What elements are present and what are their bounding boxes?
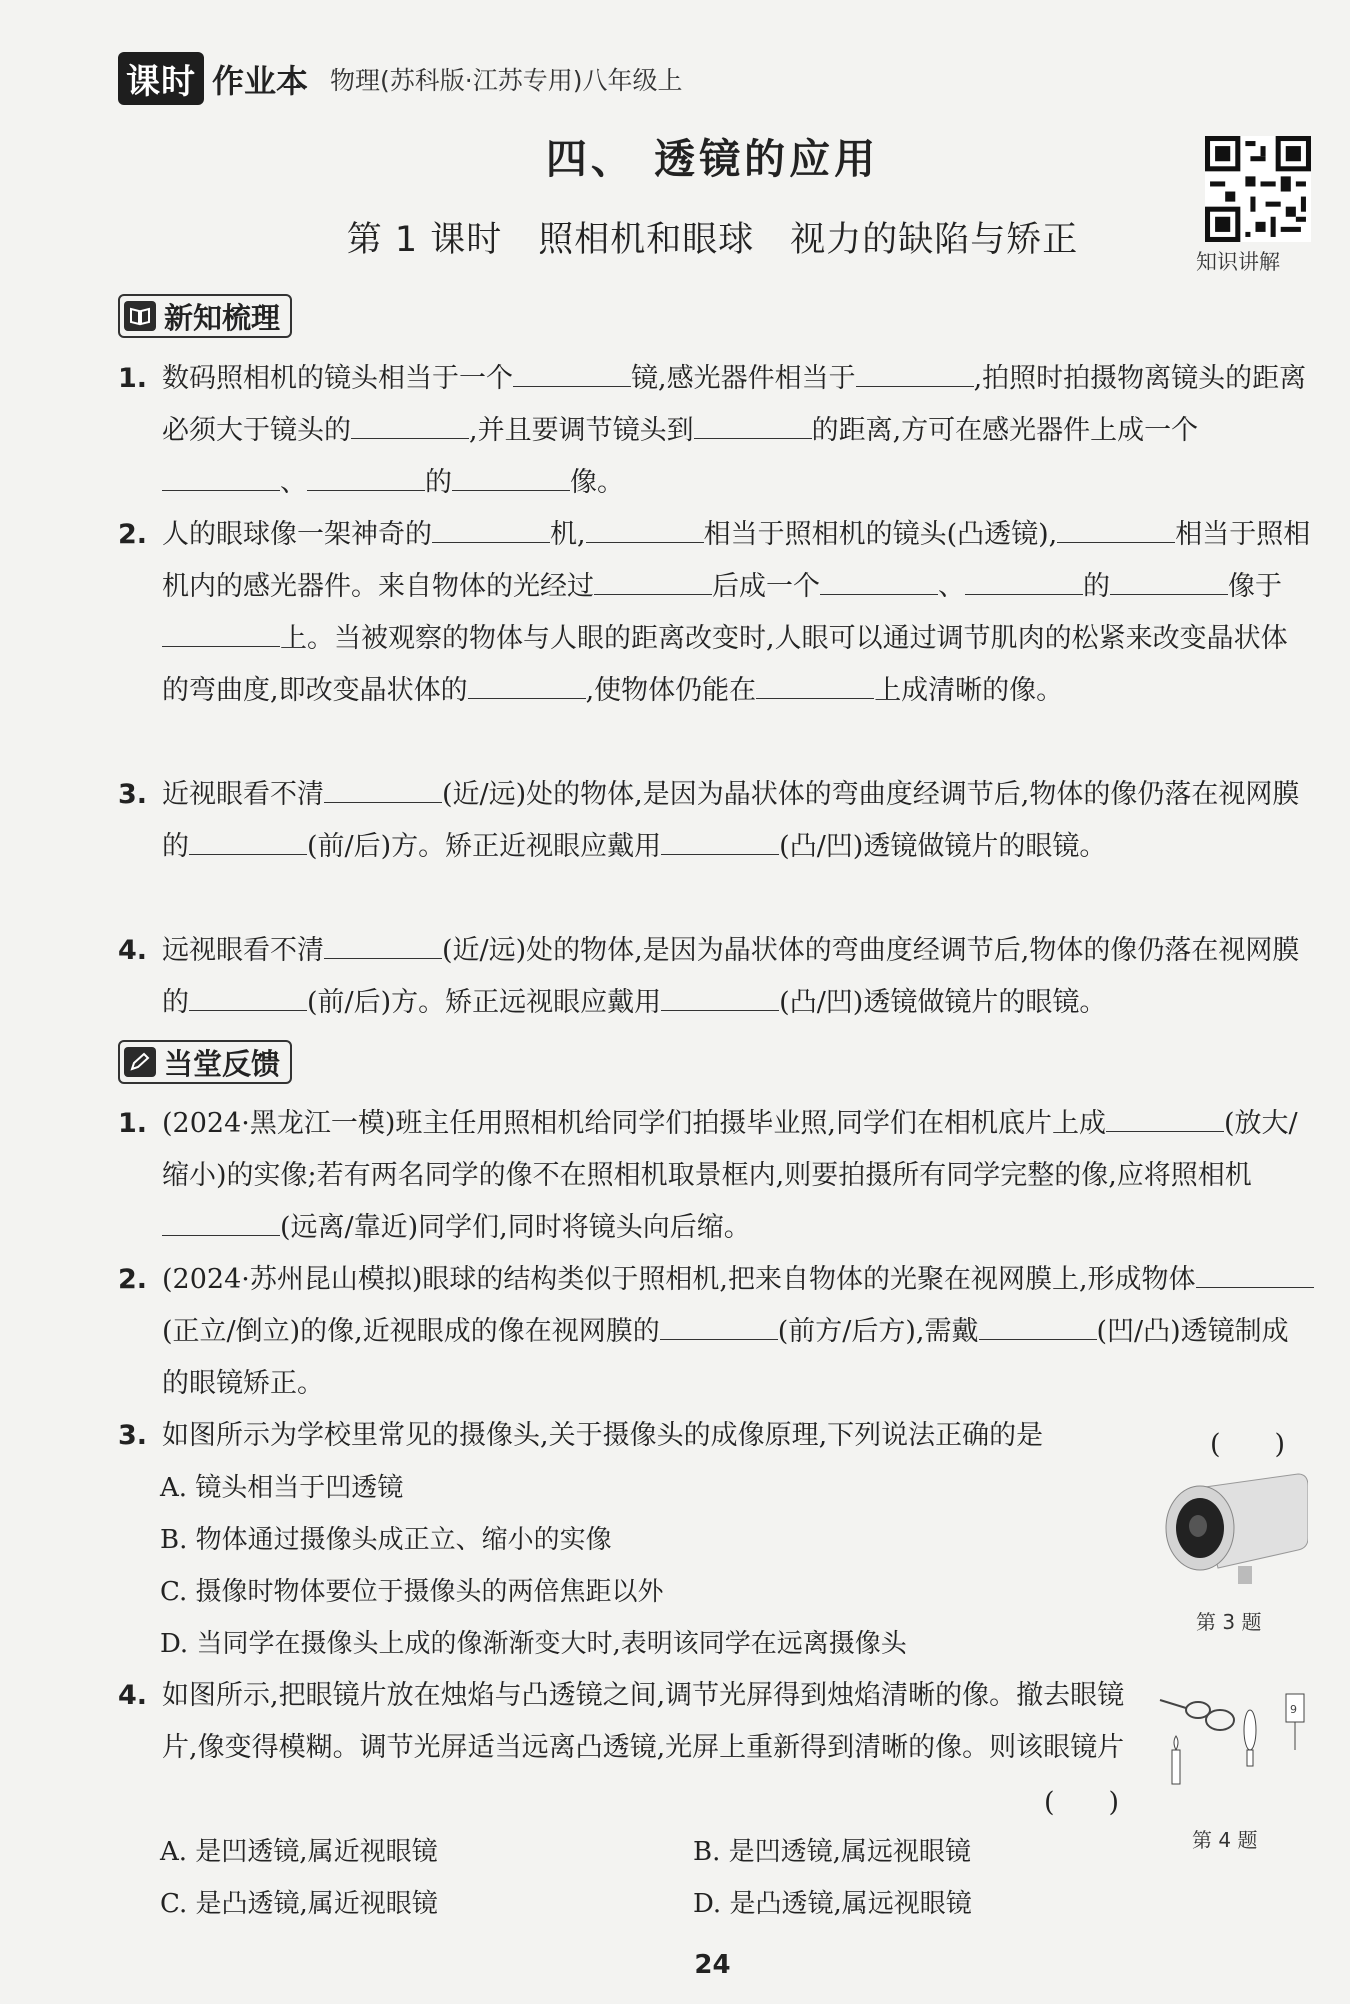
question-number: 4.	[118, 935, 148, 966]
brand-header	[118, 52, 682, 105]
question-text: (近/远)处的物体,是因为晶状体的弯曲度经调节后,物体的像仍落在视网膜的	[162, 935, 1300, 1018]
answer-blank[interactable]	[661, 988, 779, 1011]
question-stem: 如图所示,把眼镜片放在烛焰与凸透镜之间,调节光屏得到烛焰清晰的像。撤去眼镜片,像变得模糊。调节光屏适当远离凸透镜,光屏上重新得到清晰的像。则该眼镜片	[162, 1680, 1125, 1763]
question-number: 1.	[118, 1108, 148, 1139]
question-text: (2024·苏州昆山模拟)眼球的结构类似于照相机,把来自物体的光聚在视网膜上,形成物体	[162, 1264, 1196, 1295]
question-number: 1.	[118, 363, 148, 394]
section2-label: 当堂反馈	[164, 1046, 281, 1081]
question-stem: 如图所示为学校里常见的摄像头,关于摄像头的成像原理,下列说法正确的是	[162, 1420, 1044, 1451]
answer-blank[interactable]	[820, 572, 938, 595]
question-text: 后成一个	[712, 571, 820, 602]
subject-label: 物理(苏科版·江苏专用)八年级上	[330, 65, 683, 95]
question-text: 近视眼看不清	[162, 779, 324, 810]
section-label-new-knowledge	[118, 294, 292, 338]
qr-code-icon[interactable]	[1205, 136, 1311, 242]
question-text: ,拍照时拍摄物离镜头的距离必须大于镜头的	[162, 363, 1307, 446]
qr-caption: 知识讲解	[1196, 250, 1280, 274]
question-text: (前/后)方。矫正远视眼应戴用	[307, 987, 662, 1018]
question-text: (凸/凹)透镜做镜片的眼镜。	[779, 987, 1107, 1018]
answer-blank[interactable]	[468, 676, 586, 699]
question-text: 的距离,方可在感光器件上成一个	[811, 415, 1199, 446]
lesson-title: 四、 透镜的应用	[545, 135, 880, 183]
question-text: 远视眼看不清	[162, 935, 324, 966]
answer-blank[interactable]	[1057, 520, 1175, 543]
s1-question-4	[118, 925, 1314, 1029]
answer-blank[interactable]	[660, 1317, 778, 1340]
s2-question-4	[118, 1670, 1148, 1774]
answer-paren[interactable]: ( )	[1210, 1429, 1286, 1460]
answer-blank[interactable]	[452, 468, 570, 491]
question-text: 的	[425, 467, 452, 498]
answer-blank[interactable]	[979, 1317, 1097, 1340]
page-number: 24	[694, 1950, 731, 1980]
question-text: 上。当被观察的物体与人眼的距离改变时,人眼可以通过调节肌肉的松紧来改变晶状体的弯曲度,即改变晶状体的	[162, 623, 1288, 706]
s2-question-3	[118, 1410, 1198, 1462]
svg-text:9: 9	[1290, 1703, 1297, 1716]
answer-paren[interactable]: ( )	[1044, 1787, 1120, 1818]
lens-experiment-figure	[1150, 1680, 1310, 1810]
question-text: (放大/缩小)的实像;若有两名同学的像不在照相机取景框内,则要拍摄所有同学完整的像,应将照相机	[162, 1108, 1298, 1191]
question-text: 、	[280, 467, 307, 498]
book-icon	[124, 301, 156, 331]
question-text: (前/后)方。矫正近视眼应戴用	[307, 831, 662, 862]
answer-blank[interactable]	[661, 832, 779, 855]
pencil-icon	[124, 1047, 156, 1077]
answer-blank[interactable]	[1196, 1265, 1314, 1288]
question-text: (前方/后方),需戴	[777, 1316, 979, 1347]
answer-blank[interactable]	[1106, 1109, 1224, 1132]
question-text: 像于	[1228, 571, 1282, 602]
question-text: (凸/凹)透镜做镜片的眼镜。	[779, 831, 1107, 862]
question-text: 镜,感光器件相当于	[631, 363, 856, 394]
option-a[interactable]: A. 是凹透镜,属近视眼镜	[160, 1837, 438, 1867]
question-text: ,使物体仍能在	[585, 675, 757, 706]
question-number: 2.	[118, 1264, 148, 1295]
section1-label: 新知梳理	[164, 300, 281, 335]
section-label-feedback	[118, 1040, 292, 1084]
question-text: 人的眼球像一架神奇的	[162, 519, 432, 550]
answer-blank[interactable]	[324, 936, 442, 959]
answer-blank[interactable]	[586, 520, 704, 543]
question-text: 、	[938, 571, 965, 602]
option-b[interactable]: B. 物体通过摄像头成正立、缩小的实像	[160, 1525, 612, 1555]
question-text: (正立/倒立)的像,近视眼成的像在视网膜的	[162, 1316, 660, 1347]
question-text: (近/远)处的物体,是因为晶状体的弯曲度经调节后,物体的像仍落在视网膜的	[162, 779, 1300, 862]
answer-blank[interactable]	[162, 1213, 280, 1236]
answer-blank[interactable]	[189, 988, 307, 1011]
option-d[interactable]: D. 当同学在摄像头上成的像渐渐变大时,表明该同学在远离摄像头	[160, 1629, 907, 1659]
option-c[interactable]: C. 摄像时物体要位于摄像头的两倍焦距以外	[160, 1577, 664, 1607]
option-b[interactable]: B. 是凹透镜,属远视眼镜	[693, 1837, 971, 1867]
brand-logo: 课时	[118, 52, 204, 105]
question-text: 像。	[570, 467, 624, 498]
question-text: 机,	[550, 519, 586, 550]
question-number: 3.	[118, 779, 148, 810]
figure-3-caption: 第 3 题	[1196, 1610, 1262, 1634]
answer-blank[interactable]	[694, 416, 812, 439]
option-d[interactable]: D. 是凸透镜,属远视眼镜	[693, 1889, 972, 1919]
option-a[interactable]: A. 镜头相当于凹透镜	[160, 1473, 404, 1503]
security-camera-figure	[1158, 1468, 1308, 1586]
answer-blank[interactable]	[351, 416, 469, 439]
question-text: (远离/靠近)同学们,同时将镜头向后缩。	[280, 1212, 751, 1243]
answer-blank[interactable]	[594, 572, 712, 595]
answer-blank[interactable]	[324, 780, 442, 803]
lesson-subtitle: 第 1 课时 照相机和眼球 视力的缺陷与矫正	[346, 220, 1079, 260]
question-number: 3.	[118, 1420, 148, 1451]
question-text: (凹/凸)透镜制成的眼镜矫正。	[162, 1316, 1289, 1399]
answer-blank[interactable]	[513, 364, 631, 387]
answer-blank[interactable]	[189, 832, 307, 855]
answer-blank[interactable]	[856, 364, 974, 387]
answer-blank[interactable]	[756, 676, 874, 699]
brand-name: 作业本	[212, 61, 309, 100]
answer-blank[interactable]	[1110, 572, 1228, 595]
answer-blank[interactable]	[162, 468, 280, 491]
s1-question-2	[118, 509, 1314, 717]
s2-question-2	[118, 1254, 1314, 1410]
option-c[interactable]: C. 是凸透镜,属近视眼镜	[160, 1889, 438, 1919]
answer-blank[interactable]	[432, 520, 550, 543]
question-text: 的	[1083, 571, 1110, 602]
answer-blank[interactable]	[162, 624, 280, 647]
answer-blank[interactable]	[965, 572, 1083, 595]
question-text: 上成清晰的像。	[874, 675, 1064, 706]
question-text: 数码照相机的镜头相当于一个	[162, 363, 513, 394]
question-number: 4.	[118, 1680, 148, 1711]
question-number: 2.	[118, 519, 148, 550]
question-text: 相当于照相机内的感光器件。来自物体的光经过	[162, 519, 1311, 602]
answer-blank[interactable]	[307, 468, 425, 491]
s2-question-1	[118, 1098, 1314, 1254]
question-text: ,并且要调节镜头到	[469, 415, 694, 446]
question-text: 相当于照相机的镜头(凸透镜),	[703, 519, 1058, 550]
s1-question-3	[118, 769, 1314, 873]
figure-4-caption: 第 4 题	[1192, 1828, 1258, 1852]
s1-question-1	[118, 353, 1314, 509]
question-text: (2024·黑龙江一模)班主任用照相机给同学们拍摄毕业照,同学们在相机底片上成	[162, 1108, 1106, 1139]
